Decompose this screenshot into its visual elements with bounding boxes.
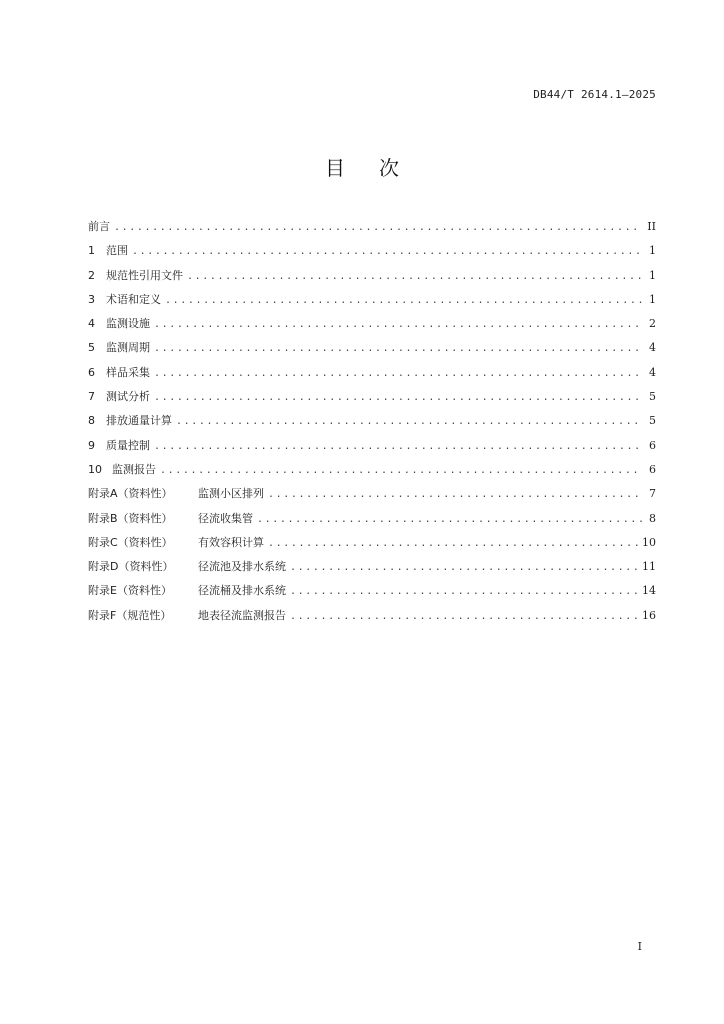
toc-entry-page: 16 [642, 608, 656, 622]
toc-entry-appendix-f[interactable] [88, 604, 656, 628]
dot-leader [154, 435, 642, 459]
toc-entry-number: 9 [88, 438, 95, 452]
dot-leader [165, 289, 642, 313]
dot-leader [268, 483, 642, 507]
toc-entry-number: 3 [88, 292, 95, 306]
toc-entry-label: 规范性引用文件 [106, 268, 183, 282]
toc-entry-label: 测试分析 [106, 390, 150, 404]
toc-entry-page: 11 [642, 560, 656, 574]
appendix-prefix: 附录D（资料性） [88, 560, 174, 574]
toc-entry-8[interactable] [88, 409, 656, 433]
toc-entry-4[interactable] [88, 312, 656, 336]
toc-entry-5[interactable] [88, 336, 656, 360]
toc-entry-number: 10 [88, 462, 102, 476]
toc-entry-label: 质量控制 [106, 438, 150, 452]
dot-leader [290, 580, 638, 604]
toc-entry-appendix-d[interactable] [88, 555, 656, 579]
toc-entry-label: 监测报告 [112, 462, 156, 476]
dot-leader [154, 313, 642, 337]
dot-leader [132, 240, 642, 264]
toc-entry-page: 8 [649, 511, 656, 525]
toc-entry-appendix-a[interactable] [88, 482, 656, 506]
toc-entry-page: 2 [649, 317, 656, 331]
dot-leader [154, 362, 642, 386]
toc-entry-appendix-e[interactable] [88, 579, 656, 603]
toc-entry-label: 监测小区排列 [198, 487, 264, 501]
toc-entry-label: 有效容积计算 [198, 535, 264, 549]
table-of-contents [88, 215, 656, 628]
appendix-prefix: 附录F（规范性） [88, 608, 172, 622]
toc-entry-page: 7 [649, 487, 656, 501]
toc-entry-page: 4 [649, 365, 656, 379]
toc-entry-number: 7 [88, 390, 95, 404]
toc-entry-page: 1 [649, 244, 656, 258]
toc-entry-2[interactable] [88, 264, 656, 288]
dot-leader [114, 216, 642, 240]
toc-entry-number: 6 [88, 365, 95, 379]
dot-leader [154, 386, 642, 410]
toc-entry-foreword[interactable] [88, 215, 656, 239]
toc-entry-label: 前言 [88, 220, 110, 233]
dot-leader [154, 337, 642, 361]
toc-entry-label: 范围 [106, 244, 128, 258]
dot-leader [187, 265, 642, 289]
toc-entry-page: 4 [649, 341, 656, 355]
toc-entry-page: II [647, 220, 656, 233]
appendix-prefix: 附录E（资料性） [88, 584, 172, 598]
dot-leader [160, 459, 642, 483]
toc-entry-appendix-b[interactable] [88, 507, 656, 531]
toc-entry-label: 地表径流监测报告 [198, 608, 286, 622]
toc-entry-page: 14 [642, 584, 656, 598]
toc-entry-appendix-c[interactable] [88, 531, 656, 555]
dot-leader [290, 556, 638, 580]
toc-entry-number: 5 [88, 341, 95, 355]
appendix-prefix: 附录A（资料性） [88, 487, 173, 501]
dot-leader [290, 605, 638, 629]
toc-entry-number: 2 [88, 268, 95, 282]
toc-entry-label: 监测设施 [106, 317, 150, 331]
toc-entry-number: 4 [88, 317, 95, 331]
toc-entry-10[interactable] [88, 458, 656, 482]
toc-entry-page: 6 [649, 438, 656, 452]
toc-entry-label: 排放通量计算 [106, 414, 172, 428]
toc-entry-label: 术语和定义 [106, 292, 161, 306]
toc-entry-label: 径流池及排水系统 [198, 560, 286, 574]
dot-leader [268, 532, 638, 556]
dot-leader [176, 410, 642, 434]
toc-entry-label: 径流桶及排水系统 [198, 584, 286, 598]
toc-entry-1[interactable] [88, 239, 656, 263]
toc-entry-7[interactable] [88, 385, 656, 409]
toc-entry-page: 6 [649, 462, 656, 476]
toc-entry-label: 监测周期 [106, 341, 150, 355]
dot-leader [257, 508, 642, 532]
toc-entry-number: 1 [88, 244, 95, 258]
toc-entry-3[interactable] [88, 288, 656, 312]
toc-entry-label: 径流收集管 [198, 511, 253, 525]
toc-title: 目次 [325, 156, 433, 180]
toc-entry-page: 5 [649, 390, 656, 404]
toc-entry-page: 5 [649, 414, 656, 428]
toc-entry-label: 样品采集 [106, 365, 150, 379]
document-code: DB44/T 2614.1—2025 [533, 88, 656, 101]
toc-entry-page: 10 [642, 535, 656, 549]
toc-entry-9[interactable] [88, 434, 656, 458]
appendix-prefix: 附录B（资料性） [88, 511, 173, 525]
toc-entry-number: 8 [88, 414, 95, 428]
toc-entry-6[interactable] [88, 361, 656, 385]
appendix-prefix: 附录C（资料性） [88, 535, 173, 549]
page-number: I [637, 940, 642, 953]
toc-entry-page: 1 [649, 268, 656, 282]
toc-entry-page: 1 [649, 292, 656, 306]
